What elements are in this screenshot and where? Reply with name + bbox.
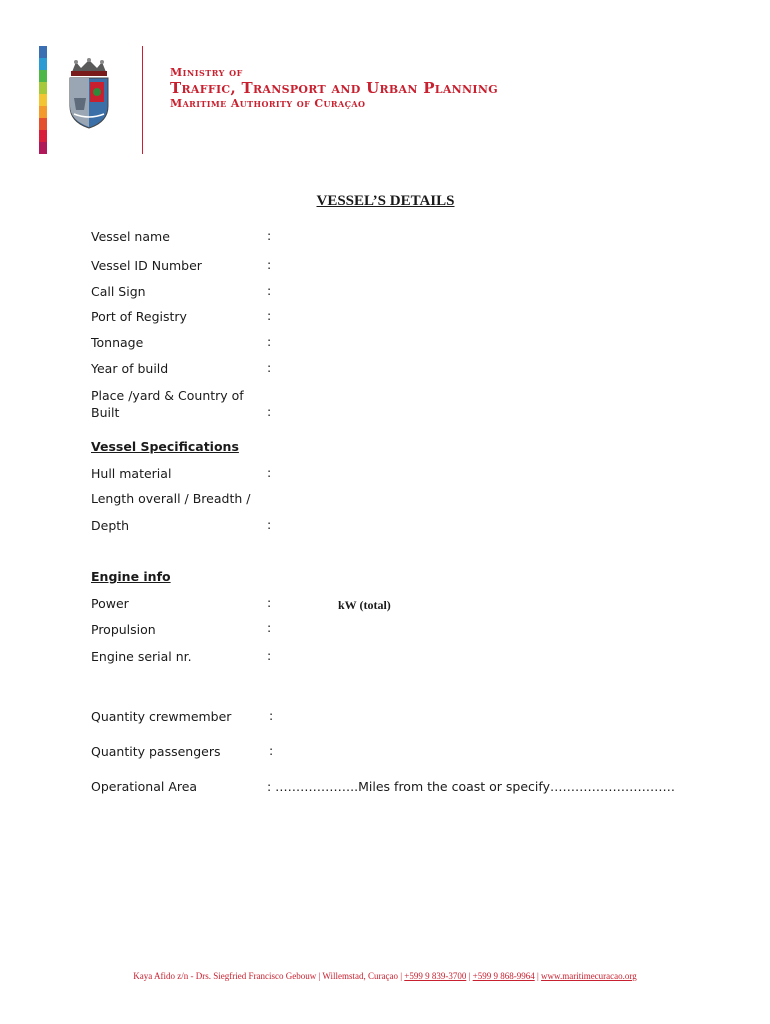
operational-area-field[interactable]: : ………………..Miles from the coast or specify………………………… [267, 779, 675, 794]
propulsion-label: Propulsion [91, 622, 156, 637]
tonnage-label: Tonnage [91, 335, 144, 350]
passengers-quantity-label: Quantity passengers [91, 744, 221, 759]
ministry-line: Ministry of [170, 66, 243, 79]
coat-of-arms-icon [64, 58, 114, 130]
tonnage-field[interactable]: : [267, 334, 272, 349]
vessel-name-field[interactable]: : [267, 228, 272, 243]
color-strip [39, 46, 47, 154]
dimensions-label: Length overall / Breadth / [91, 491, 251, 506]
vessel-id-field[interactable]: : [267, 257, 272, 272]
vessel-name-label: Vessel name [91, 229, 170, 244]
port-registry-field[interactable]: : [267, 308, 272, 323]
engine-serial-field[interactable]: : [267, 648, 272, 663]
call-sign-field[interactable]: : [267, 283, 272, 298]
place-built-label: Place /yard & Country of [91, 388, 244, 403]
footer-phone-1[interactable]: +599 9 839-3700 [404, 971, 467, 981]
footer-address: Kaya Afido z/n - Drs. Siegfried Francisco Gebouw | Willemstad, Curaçao | [133, 971, 402, 981]
footer-website-link[interactable]: www.maritimecuracao.org [541, 971, 637, 981]
footer-separator-2: | [536, 971, 539, 981]
footer [0, 971, 770, 981]
engine-info-heading: Engine info [91, 569, 171, 584]
place-built-field[interactable]: : [267, 404, 272, 419]
header-divider [142, 46, 143, 154]
engine-serial-label: Engine serial nr. [91, 649, 192, 664]
footer-separator-1: | [468, 971, 471, 981]
ministry-name: Traffic, Transport and Urban Planning [170, 79, 498, 97]
operational-area-label: Operational Area [91, 779, 198, 794]
hull-material-field[interactable]: : [267, 465, 272, 480]
power-label: Power [91, 596, 129, 611]
crew-quantity-label: Quantity crewmember [91, 709, 232, 724]
propulsion-field[interactable]: : [267, 620, 272, 635]
crew-quantity-field[interactable]: : [269, 708, 274, 723]
vessel-specs-heading: Vessel Specifications [91, 439, 239, 454]
footer-phone-2[interactable]: +599 9 868-9964 [472, 971, 535, 981]
power-field[interactable]: : [267, 595, 272, 610]
dimensions-field[interactable]: : [267, 517, 272, 532]
authority-name: Maritime Authority of Curaçao [170, 97, 366, 110]
vessel-id-label: Vessel ID Number [91, 258, 202, 273]
hull-material-label: Hull material [91, 466, 172, 481]
call-sign-label: Call Sign [91, 284, 146, 299]
passengers-quantity-field[interactable]: : [269, 743, 274, 758]
page-title: VESSEL’S DETAILS [316, 193, 455, 209]
year-build-label: Year of build [91, 361, 169, 376]
power-unit: kW (total) [338, 598, 391, 612]
dimensions-label-cont: Depth [91, 518, 130, 533]
place-built-label-cont: Built [91, 405, 120, 420]
year-build-field[interactable]: : [267, 360, 272, 375]
port-registry-label: Port of Registry [91, 309, 187, 324]
